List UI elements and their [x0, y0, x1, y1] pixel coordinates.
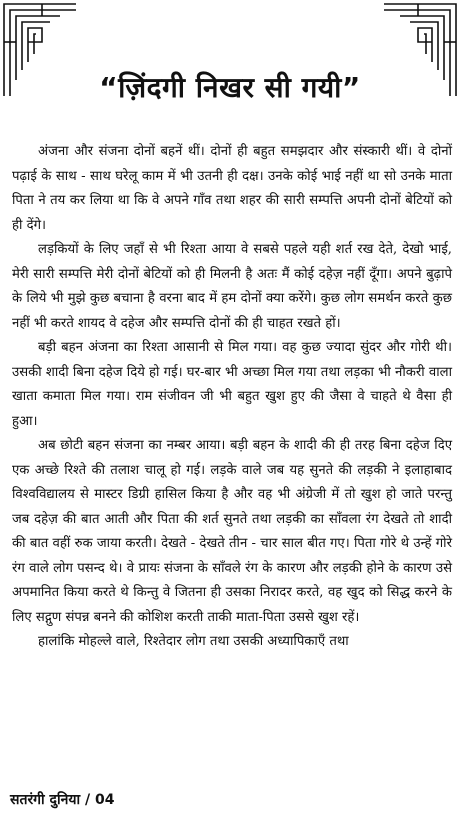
page-title: “ज़िंदगी निखर सी गयी”: [99, 71, 361, 104]
paragraph: बड़ी बहन अंजना का रिश्ता आसानी से मिल गया। वह कुछ ज्यादा सुंदर और गोरी थी। उसकी शादी बिना दहेज दिये हो गई। घर-बार भी अच्छा मिल गया तथा लड़का भी नौकरी वाला खाता कमाता मिल गया। राम संजीवन जी भी बहुत खुश हुए की जैसा वे चाहते थे वैसा ही हुआ।: [12, 340, 452, 429]
page-footer: सतरंगी दुनिया / 04: [10, 792, 115, 808]
paragraph: लड़कियों के लिए जहाँ से भी रिश्ता आया वे सबसे पहले यही शर्त रख देते, देखो भाई, मेरी सारी सम्पत्ति मेरी दोनों बेटियों को ही मिलनी है अतः मैं कोई दहेज़ नहीं दूँगा। अपने बुढ़ापे के लिये भी मुझे कुछ बचाना है वरना बाद में हम दोनों क्या करेंगे। कुछ लोग समर्थन करते कुछ नहीं भी करते शायद वे दहेज और सम्पत्ति दोनों की ही चाहत रखते हों।: [12, 242, 452, 331]
story-body: [12, 140, 452, 655]
paragraph: हालांकि मोहल्ले वाले, रिश्तेदार लोग तथा उसकी अध्यापिकाएँ तथा: [38, 634, 349, 649]
paragraph: अंजना और संजना दोनों बहनें थीं। दोनों ही बहुत समझदार और संस्कारी थीं। वे दोनों पढ़ाई के साथ - साथ घरेलू काम में भी उतनी ही दक्ष। उनके कोई भाई नहीं था सो उनके माता पिता ने तय कर लिया था कि वे अपने गाँव तथा शहर की सारी सम्पत्ति अपनी दोनों बेटियों को ही देंगे।: [12, 144, 452, 233]
paragraph: अब छोटी बहन संजना का नम्बर आया। बड़ी बहन के शादी की ही तरह बिना दहेज दिए एक अच्छे रिश्ते की तलाश चालू हो गई। लड़के वाले जब यह सुनते की लड़की ने इलाहाबाद विश्वविद्यालय से मास्टर डिग्री हासिल किया है और वह भी अंग्रेजी में तो खुश हो जाते परन्तु जब दहेज़ की बात आती और पिता की शर्त सुनते तथा लड़की का साँवला रंग देखते तो शादी की बात वहीं रुक जाया करती। देखते - देखते तीन - चार साल बीत गए। पिता गोरे थे उन्हें गोरे रंग वाले लोग पसन्द थे। वे प्रायः संजना के साँवले रंग के कारण और लड़की होने के कारण उसे अपमानित किया करते थे किन्तु वे जितना ही उसका निरादर करते, वह खुद को सिद्ध करने के लिए सद्गुण संपन्न बनने की कोशिश करती ताकी माता-पिता उससे खुश रहें।: [12, 438, 452, 625]
